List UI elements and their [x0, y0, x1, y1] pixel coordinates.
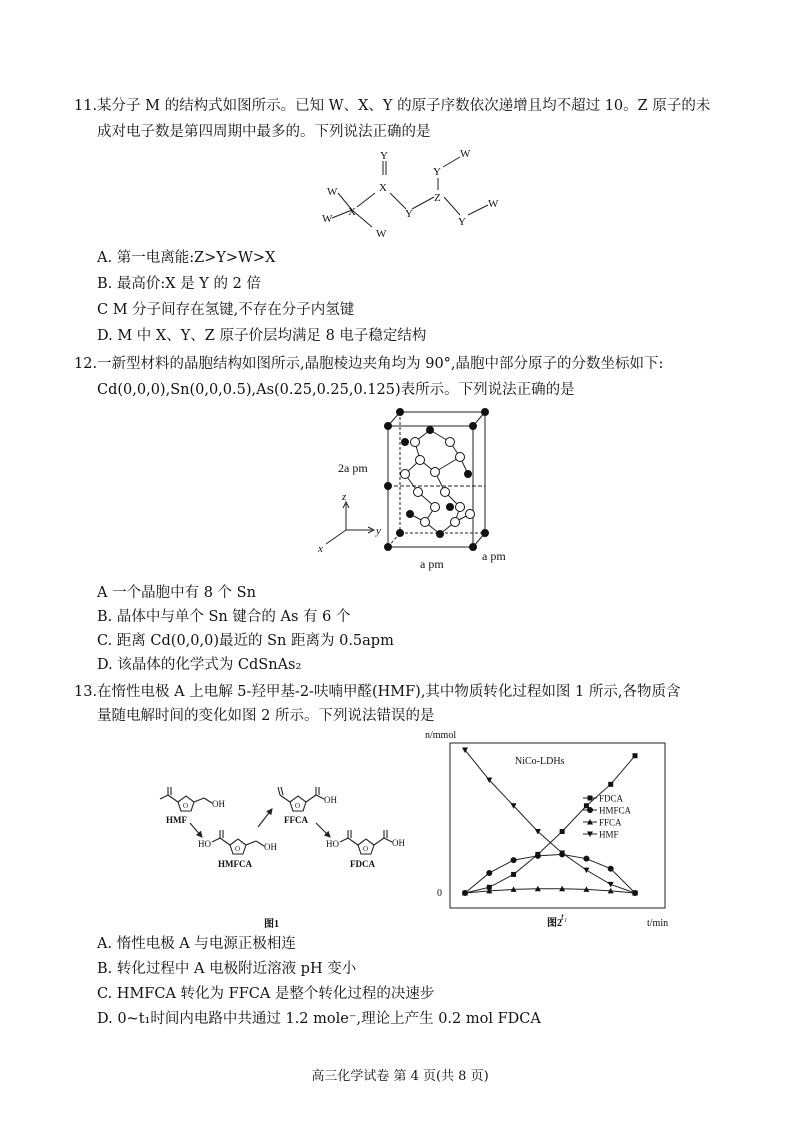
q13-fig1-o-label: O	[363, 845, 369, 853]
q12-atom-cd	[470, 423, 477, 430]
q13-fig1-caption: 图1	[264, 919, 279, 930]
chart-xlabel: t/min	[647, 918, 669, 928]
chart-frame	[450, 743, 665, 908]
q12-width-label-1: a pm	[420, 557, 444, 571]
q12-atom-as	[456, 503, 465, 512]
page-footer: 高三化学试卷 第 4 页(共 8 页)	[311, 1069, 489, 1084]
q13-stem-line1: 在惰性电极 A 上电解 5-羟甲基-2-呋喃甲醛(HMF),其中物质转化过程如图 1 所示,各物质含	[97, 684, 681, 700]
data-point-fdca	[608, 782, 613, 787]
q11-atom-x: X	[379, 182, 387, 194]
q12-atom-cd	[482, 530, 489, 537]
q11-number: 11.	[74, 98, 98, 114]
q12-atom-cd	[397, 409, 404, 416]
q12-atom-sn	[465, 471, 472, 478]
legend-label-fdca: FDCA	[599, 793, 624, 804]
q13-fig1-oh-label: OH	[324, 795, 337, 805]
legend-marker-fdca	[588, 796, 593, 801]
data-point-fdca	[511, 872, 516, 877]
q13-fig1-scheme	[140, 765, 440, 935]
legend-label-hmfca: HMFCA	[599, 805, 632, 816]
q11-option-c: C M 分子间存在氢键,不存在分子内氢键	[97, 302, 355, 318]
q13-option-c: C. HMFCA 转化为 FFCA 是整个转化过程的决速步	[97, 986, 435, 1002]
q13-fig1-o-label: O	[295, 802, 301, 810]
data-point-hmf	[583, 868, 589, 874]
q11-atom-z: Z	[434, 192, 441, 204]
q12-atom-as	[431, 503, 440, 512]
q11-option-d: D. M 中 X、Y、Z 原子价层均满足 8 电子稳定结构	[97, 328, 427, 344]
q12-crystal-cell-figure	[310, 392, 530, 580]
q12-option-a: A 一个晶胞中有 8 个 Sn	[97, 585, 256, 601]
legend-label-ffca: FFCA	[599, 817, 622, 828]
q13-fig1-o-label: O	[183, 802, 189, 810]
q12-atom-as	[456, 453, 465, 462]
q12-atom-as	[411, 438, 420, 447]
q13-fig2-chart	[425, 728, 685, 928]
q12-atom-as	[466, 510, 475, 519]
data-point-fdca	[633, 753, 638, 758]
q12-atom-as	[441, 488, 450, 497]
q11-atom-w: W	[327, 186, 338, 198]
data-point-hmfca	[486, 870, 492, 876]
q12-axis-x: x	[318, 543, 323, 555]
q11-option-b: B. 最高价:X 是 Y 的 2 倍	[97, 276, 261, 292]
q13-stem-line2: 量随电解时间的变化如图 2 所示。下列说法错误的是	[97, 708, 435, 724]
q12-atom-cd	[385, 544, 392, 551]
q12-atom-cd	[482, 409, 489, 416]
q11-atom-w: W	[460, 148, 471, 160]
q12-stem-line2: Cd(0,0,0),Sn(0,0,0.5),As(0.25,0.25,0.125)表所示。下列说法正确的是	[97, 382, 575, 398]
q12-atom-as	[451, 518, 460, 527]
q12-option-c: C. 距离 Cd(0,0,0)最近的 Sn 距离为 0.5apm	[97, 633, 394, 649]
data-point-hmfca	[511, 857, 517, 863]
q13-fig1-mol-fdca: FDCA	[350, 859, 375, 869]
q13-fig1-mol-hmfca: HMFCA	[218, 859, 252, 869]
q11-stem-line1: 某分子 M 的结构式如图所示。已知 W、X、Y 的原子序数依次递增且均不超过 10。Z 原子的未	[97, 98, 711, 114]
q12-atom-as	[401, 470, 410, 479]
q12-atom-sn	[407, 511, 414, 518]
q12-width-label-2: a pm	[482, 549, 506, 563]
q13-fig1-mol-ffca: FFCA	[284, 815, 308, 825]
q12-atom-sn	[385, 483, 392, 490]
q11-atom-y: Y	[380, 150, 388, 162]
q11-atom-w: W	[376, 228, 387, 240]
q11-stem-line2: 成对电子数是第四周期中最多的。下列说法正确的是	[97, 124, 431, 140]
q12-atom-cd	[385, 423, 392, 430]
q13-option-b: B. 转化过程中 A 电极附近溶液 pH 变小	[97, 961, 357, 977]
q12-atom-as	[414, 488, 423, 497]
q12-axis-y: y	[376, 525, 381, 537]
q11-atom-x: X	[348, 206, 356, 218]
q12-number: 12.	[74, 356, 98, 372]
legend-marker-hmfca	[587, 807, 593, 813]
q12-atom-cd	[397, 530, 404, 537]
q13-number: 13.	[74, 684, 98, 700]
data-point-fdca	[560, 829, 565, 834]
q13-fig1-oh-label: OH	[392, 838, 405, 848]
chart-x-tick-t1: t₁	[561, 912, 568, 923]
q11-atom-w: W	[488, 198, 499, 210]
q12-height-label: 2a pm	[338, 461, 368, 475]
legend-label-hmf: HMF	[599, 829, 619, 840]
q12-stem-line1: 一新型材料的晶胞结构如图所示,晶胞棱边夹角均为 90°,晶胞中部分原子的分数坐标如下:	[97, 356, 664, 372]
q12-atom-as	[446, 438, 455, 447]
q13-fig1-ho-label: HO	[326, 839, 339, 849]
q12-atom-as	[431, 468, 440, 477]
chart-ylabel: n/mmol	[425, 730, 457, 741]
q11-atom-y: Y	[458, 216, 466, 228]
q12-option-d: D. 该晶体的化学式为 CdSnAs₂	[97, 657, 302, 673]
chart-title: NiCo-LDHs	[515, 756, 565, 767]
q12-atom-as	[421, 518, 430, 527]
q11-structure-figure	[310, 145, 510, 245]
q13-option-d: D. 0~t₁时间内电路中共通过 1.2 mole⁻,理论上产生 0.2 mol FDCA	[97, 1011, 541, 1027]
q12-atom-cd	[470, 544, 477, 551]
data-point-hmfca	[535, 853, 541, 859]
q12-atom-as	[416, 456, 425, 465]
q11-atom-w: W	[322, 213, 333, 225]
q13-fig1-ho-label: HO	[198, 839, 211, 849]
q13-fig1-o-label: O	[235, 845, 241, 853]
q12-axis-z: z	[342, 491, 347, 503]
q11-atom-y: Y	[433, 166, 441, 178]
chart-caption: 图2	[547, 918, 562, 928]
data-point-fdca	[584, 803, 589, 808]
q13-fig1-oh-label: OH	[212, 799, 225, 809]
q12-atom-sn	[427, 427, 434, 434]
q11-atom-y: Y	[405, 208, 413, 220]
q12-atom-sn	[402, 439, 409, 446]
data-point-hmfca	[583, 856, 589, 862]
chart-y-tick-0: 0	[437, 888, 442, 899]
q12-option-b: B. 晶体中与单个 Sn 键合的 As 有 6 个	[97, 609, 351, 625]
q13-fig1-oh-label: OH	[264, 842, 277, 852]
q12-atom-sn	[447, 504, 454, 511]
data-point-hmfca	[608, 866, 614, 872]
q13-option-a: A. 惰性电极 A 与电源正极相连	[97, 936, 296, 952]
q12-atom-sn	[437, 531, 444, 538]
q11-option-a: A. 第一电离能:Z>Y>W>X	[97, 250, 276, 266]
q13-fig1-mol-hmf: HMF	[166, 815, 187, 825]
